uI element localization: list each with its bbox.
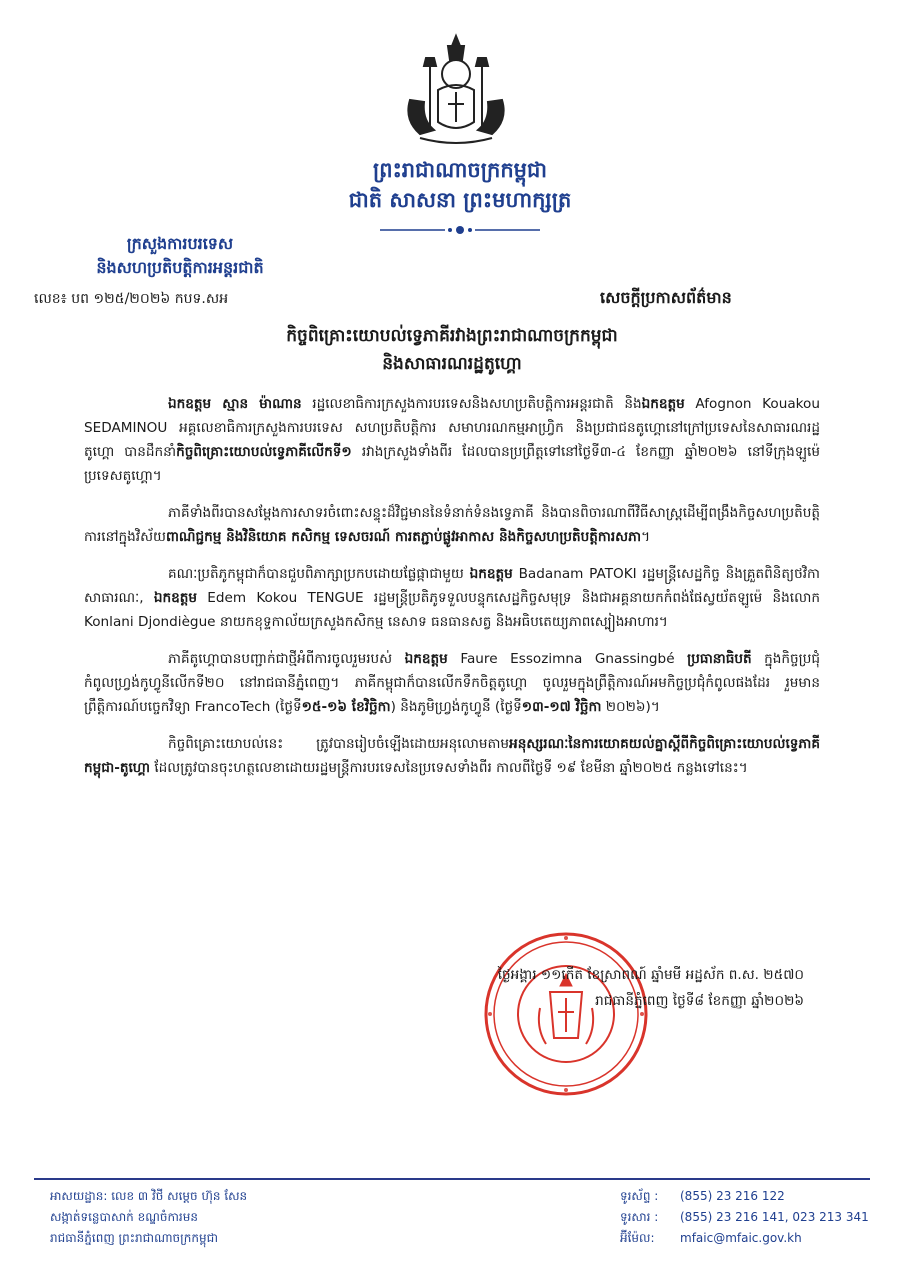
body-paragraph (84, 647, 820, 719)
phone-label: ទូរស័ព្ទ : (620, 1189, 659, 1203)
ministry-line-1: ក្រសួងការបរទេស (126, 234, 234, 253)
emphasized-text: ឯកឧត្តម ស្មាន ម៉ាណាន (168, 396, 302, 412)
paragraph-text: ភាគីតូហ្គោបានបញ្ជាក់ជាថ្មីអំពីការចូលរួមរបស់ (168, 651, 405, 667)
address-line-2: សង្កាត់ទន្លេបាសាក់ ខណ្ឌចំការមន (50, 1210, 198, 1224)
solar-date: រាជធានីភ្នំពេញ ថ្ងៃទី៨ ខែកញ្ញា ឆ្នាំ២០២៦ (595, 993, 804, 1009)
emphasized-text: ១៥-១៦ ខែវិច្ឆិកា (301, 699, 391, 715)
emphasized-text: ពាណិជ្ជកម្ម និងវិនិយោគ កសិកម្ម ទេសចរណ៍ ការតភ្ជាប់ផ្លូវអាកាស និងកិច្ចសហប្រតិបត្តិការសភា (165, 529, 642, 545)
footer-contacts (620, 1186, 869, 1249)
paragraph-text: ដែលត្រូវបានចុះហត្ថលេខាដោយរដ្ឋមន្ត្រីការបរទេសនៃប្រទេសទាំងពីរ កាលពីថ្ងៃទី ១៩ ខែមីនា ឆ្នាំ២០២៥ កន្លងទៅនេះ។ (150, 760, 748, 776)
footer-divider (34, 1178, 870, 1180)
paragraph-text: Afognon Kouakou SEDAMINOU អគ្គលេខាធិការក្រសួងការបរទេស សហប្រតិបត្តិការ សមាហរណកម្មអាហ្វ្រិក និងប្រជាជនតូហ្គោនៅក្រៅប្រទេសនៃសាធារណរដ្ឋតូហ្គោ បានដឹកនាំ (84, 396, 820, 460)
body-paragraph (84, 562, 820, 634)
paragraph-text: កិច្ចពិគ្រោះយោបល់នេះ ត្រូវបានរៀបចំឡើងដោយអនុលោមតាម (168, 736, 510, 752)
kingdom-header (250, 155, 670, 215)
emphasized-text: ឯកឧត្តម (641, 396, 685, 412)
official-seal-icon (480, 928, 652, 1100)
document-dates (498, 962, 804, 1014)
address-line-3: រាជធានីភ្នំពេញ ព្រះរាជាណាចក្រកម្ពុជា (50, 1231, 218, 1245)
reference-number: លេខ៖ បព ១២៥/២០២៦ កបទ.សអ (34, 291, 229, 307)
document-title (120, 322, 784, 378)
document-body (84, 392, 820, 793)
ministry-name (60, 232, 300, 280)
paragraph-text: ២០២៦)។ (601, 699, 660, 715)
body-paragraph (84, 392, 820, 488)
phone-number: (855) 23 216 122 (680, 1189, 785, 1203)
fax-label: ទូរសារ : (620, 1210, 659, 1224)
paragraph-text: ក្នុងកិច្ចប្រជុំកំពូលហ្វ្រង់កូហ្វូនីលើកទី២០ នៅរាជធានីភ្នំពេញ។ ភាគីកម្ពុជាក៏បានលើកទឹកចិត្តតូហ្គោ ចូលរួមក្នុងព្រឹត្តិការណ៍អមកិច្ចប្រជុំកំពូលផងដែរ រួមមានព្រឹត្តិការណ៍បច្ចេកវិទ្យា FrancoTech (ថ្ងៃទី (84, 651, 820, 715)
title-line-1: កិច្ចពិគ្រោះយោបល់ទ្វេភាគីរវាងព្រះរាជាណាចក្រកម្ពុជា (286, 326, 618, 346)
paragraph-text: ) និងភូមិហ្វ្រង់កូហ្វូនី (ថ្ងៃទី (390, 699, 522, 715)
title-line-2: និងសាធារណរដ្ឋតូហ្គោ (382, 354, 522, 374)
paragraph-text: Edem Kokou TENGUE រដ្ឋមន្ត្រីប្រតិភូទទួលបន្ទុកសេដ្ឋកិច្ចសមុទ្រ និងជាអគ្គនាយកកំពង់ផែស្វយ័តឡូម៉េ និងលោក Konlani Djondiègue នាយកខុទ្ទកាល័យក្រសួងកសិកម្ម នេសាទ ធនធានសត្វ និងអធិបតេយ្យភាពស្បៀងអាហារ។ (84, 590, 820, 630)
body-paragraph (84, 501, 820, 549)
ornament-divider-icon (360, 223, 560, 237)
paragraph-text: ។ (641, 529, 651, 545)
kingdom-name: ព្រះរាជាណាចក្រកម្ពុជា (372, 157, 547, 182)
paragraph-text: Badanam PATOKI រដ្ឋមន្ត្រីសេដ្ឋកិច្ច និងគ្រួតពិនិត្យថវិកាសាធារណៈ, (84, 566, 820, 606)
emphasized-text: កិច្ចពិគ្រោះយោបល់ទ្វេភាគីលើកទី១ (176, 444, 352, 460)
paragraph-text: រដ្ឋលេខាធិការក្រសួងការបរទេសនិងសហប្រតិបត្តិការអន្តរជាតិ និង (301, 396, 642, 412)
emphasized-text: អនុស្សរណៈនៃការយោគយល់គ្នាស្តីពីកិច្ចពិគ្រោះយោបល់ទ្វេភាគីកម្ពុជា-តូហ្គោ (84, 736, 820, 776)
footer-address (50, 1186, 247, 1249)
fax-number: (855) 23 216 141, 023 213 341 (680, 1210, 869, 1224)
emphasized-text: ប្រធានាធិបតី (687, 651, 752, 667)
email-label: អ៊ីម៉ែល: (620, 1231, 655, 1245)
national-motto: ជាតិ សាសនា ព្រះមហាក្សត្រ (348, 187, 572, 212)
emphasized-text: ១៣-១៧ វិច្ឆិកា (521, 699, 602, 715)
body-paragraph (84, 732, 820, 780)
paragraph-text: Faure Essozimna Gnassingbé (447, 651, 688, 667)
address-label: អាសយដ្ឋាន: (50, 1189, 108, 1203)
address-line-1: លេខ ៣ វិថី សម្តេច ហ៊ុន សែន (111, 1189, 248, 1203)
royal-emblem-icon (390, 30, 522, 150)
email-link[interactable]: mfaic@mfaic.gov.kh (680, 1231, 802, 1245)
document-type: សេចក្តីប្រកាសព័ត៌មាន (600, 288, 732, 307)
paragraph-text: រវាងក្រសួងទាំងពីរ ដែលបានប្រព្រឹត្តទៅនៅថ្ងៃទី៣-៤ ខែកញ្ញា ឆ្នាំ២០២៦ នៅទីក្រុងឡូម៉េ ប្រទេសតូហ្គោ។ (84, 444, 820, 484)
emphasized-text: ឯកឧត្តម (469, 566, 513, 582)
lunar-date: ថ្ងៃអង្គារ ១១កើត ខែស្រាពណ៍ ឆ្នាំមមី អដ្ឋស័ក ព.ស. ២៥៧០ (497, 967, 804, 983)
paragraph-text: គណៈប្រតិភូកម្ពុជាក៏បានជួបពិភាក្សាប្រកបដោយផ្លែផ្កាជាមួយ (168, 566, 470, 582)
emphasized-text: ឯកឧត្តម (404, 651, 448, 667)
paragraph-text: ភាគីទាំងពីរបានសម្តែងការសាទរចំពោះសន្ទុះដ៏វិជ្ជមាននៃទំនាក់ទំនងទ្វេភាគី និងបានពិចារណាពីវិធីសាស្ត្រដើម្បីពង្រឹងកិច្ចសហប្រតិបត្តិការនៅក្នុងវិស័យ (84, 505, 820, 545)
emphasized-text: ឯកឧត្តម (153, 590, 197, 606)
ministry-line-2: និងសហប្រតិបត្តិការអន្តរជាតិ (96, 258, 264, 277)
